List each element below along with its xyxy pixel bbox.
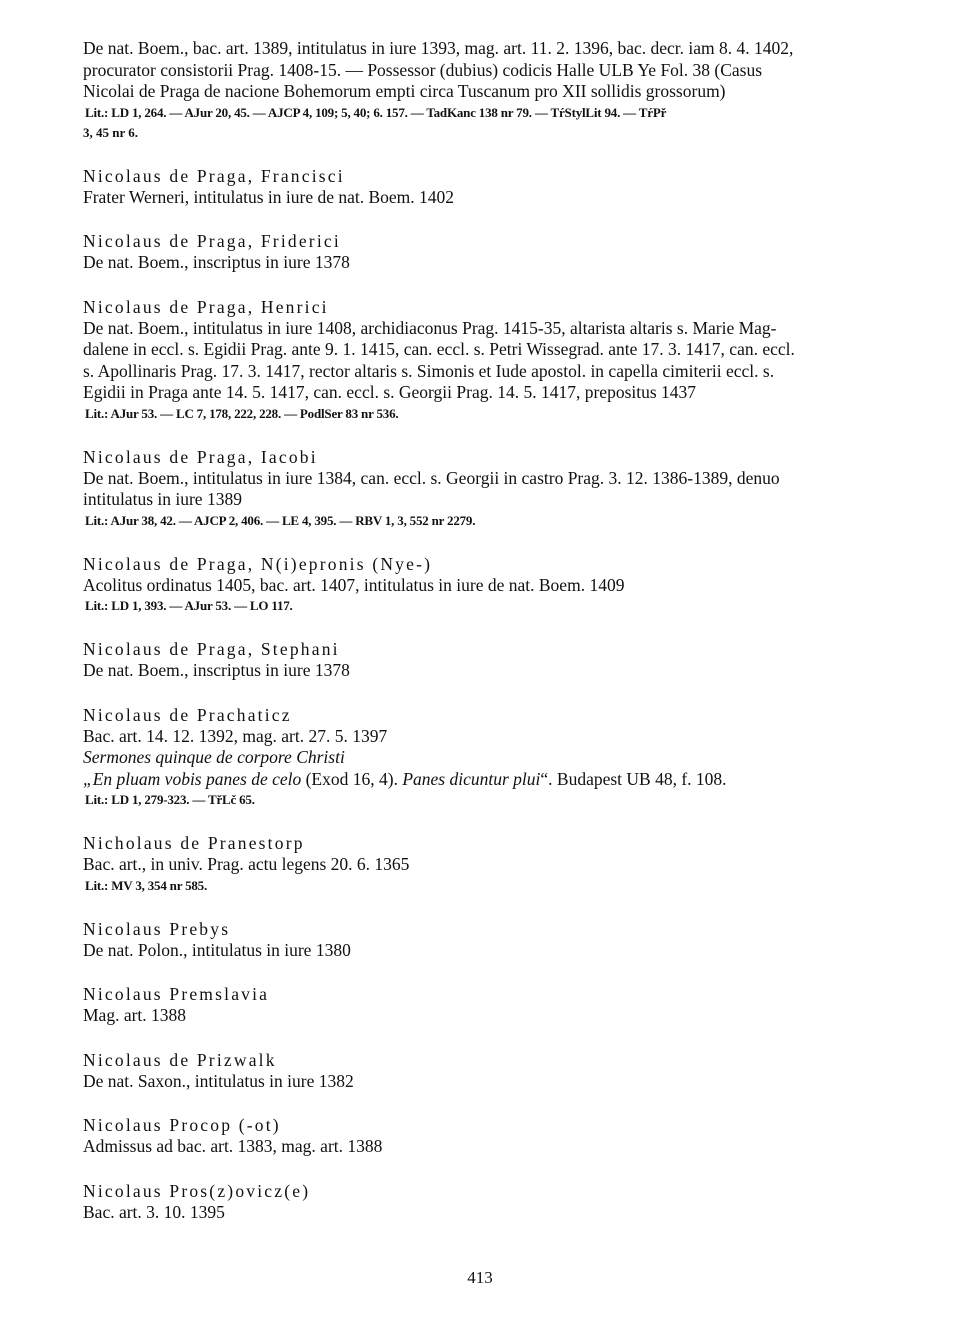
entry-text-line: Bac. art. 14. 12. 1392, mag. art. 27. 5. 1397 <box>83 725 388 746</box>
literature-line: Lit.: LD 1, 393. — AJur 53. — LO 117. <box>85 598 293 613</box>
entry-text-line: Bac. art. 3. 10. 1395 <box>83 1201 225 1222</box>
entry <box>83 983 903 1027</box>
entry-continuation <box>83 38 903 143</box>
dictionary-page <box>83 38 903 1223</box>
work-title: Sermones quinque de corpore Christi <box>83 747 345 767</box>
entry-text-line: Acolitus ordinatus 1405, bac. art. 1407, intitulatus in iure de nat. Boem. 1409 <box>83 574 625 595</box>
entry-heading: Nicolaus Procop (-ot) <box>83 1115 281 1135</box>
entry-text-line: Admissus ad bac. art. 1383, mag. art. 1388 <box>83 1136 383 1156</box>
entry-heading: Nicolaus de Prizwalk <box>83 1049 277 1070</box>
entry-heading: Nicolaus Pros(z)ovicz(e) <box>83 1180 311 1201</box>
literature-line: Lit.: AJur 38, 42. — AJCP 2, 406. — LE 4, 395. — RBV 1, 3, 552 nr 2279. <box>85 512 476 528</box>
entry-heading: Nicolaus Prebys <box>83 918 231 939</box>
entry <box>83 918 903 962</box>
entry-heading: Nicolaus de Praga, Henrici <box>83 296 329 317</box>
entry-text-line: De nat. Boem., intitulatus in iure 1384, can. eccl. s. Georgii in castro Prag. 3. 12. 1386-1389, denuo <box>83 467 780 488</box>
entry <box>83 1114 903 1158</box>
entry-text-line: De nat. Saxon., intitulatus in iure 1382 <box>83 1070 354 1091</box>
literature-line: Lit.: LD 1, 279-323. — TřLč 65. <box>85 792 255 807</box>
entry <box>83 165 903 209</box>
entry <box>83 704 903 811</box>
entry-text-line: De nat. Boem., bac. art. 1389, intitulatus in iure 1393, mag. art. 11. 2. 1396, bac. decr. iam 8. 4. 1402, <box>83 38 794 58</box>
entry <box>83 296 903 424</box>
entry <box>83 1180 903 1224</box>
entry-text-line: De nat. Polon., intitulatus in iure 1380 <box>83 939 351 960</box>
entry-heading: Nicolaus de Prachaticz <box>83 704 292 725</box>
entry-heading: Nicolaus de Praga, N(i)epronis (Nye-) <box>83 553 433 574</box>
work-incipit: „En pluam vobis panes de celo <box>83 768 302 789</box>
entry-heading: Nicholaus de Pranestorp <box>83 833 305 853</box>
entry-heading: Nicolaus de Praga, Friderici <box>83 231 341 251</box>
work-incipit-line <box>83 769 903 791</box>
entry-text-line: Mag. art. 1388 <box>83 1005 187 1025</box>
entry <box>83 230 903 274</box>
entry-text-line: procurator consistorii Prag. 1408-15. — Possessor (dubius) codicis Halle ULB Ye Fol. 38 (Casus <box>83 59 763 80</box>
entry-text-line: De nat. Boem., inscriptus in iure 1378 <box>83 660 350 680</box>
entry-text-line: Bac. art., in univ. Prag. actu legens 20. 6. 1365 <box>83 854 410 874</box>
entry-text-line: Egidii in Praga ante 14. 5. 1417, can. eccl. s. Georgii Prag. 14. 5. 1417, prepositus 1437 <box>83 382 697 402</box>
work-reference: (Exod 16, 4). <box>301 768 403 789</box>
entry-text-line: intitulatus in iure 1389 <box>83 489 242 509</box>
entry <box>83 1049 903 1093</box>
literature-line: Lit.: LD 1, 264. — AJur 20, 45. — AJCP 4, 109; 5, 40; 6. 157. — TadKanc 138 nr 79. — TŕStylLit 94. — TŕPř <box>85 104 667 120</box>
page-number: 413 <box>467 1268 493 1287</box>
entry-text-line: De nat. Boem., inscriptus in iure 1378 <box>83 252 350 272</box>
literature-line: Lit.: AJur 53. — LC 7, 178, 222, 228. — PodlSer 83 nr 536. <box>85 405 399 421</box>
work-incipit-continuation: Panes dicuntur plui <box>402 768 541 789</box>
entry-heading: Nicolaus Premslavia <box>83 984 270 1004</box>
entry <box>83 553 903 617</box>
entry <box>83 446 903 531</box>
work-manuscript: “. Budapest UB 48, f. 108. <box>540 768 727 789</box>
literature-line: Lit.: MV 3, 354 nr 585. <box>85 877 208 893</box>
entry-heading: Nicolaus de Praga, Iacobi <box>83 446 318 467</box>
entry-text-line: s. Apollinaris Prag. 17. 3. 1417, rector altaris s. Simonis et Iude apostol. in capella cimiterii eccl. s. <box>83 360 775 381</box>
entry-text-line: dalene in eccl. s. Egidii Prag. ante 9. 1. 1415, can. eccl. s. Petri Wissegrad. ante 17. 3. 1417, can. eccl. <box>83 339 795 359</box>
entry <box>83 832 903 896</box>
entry-text-line: Frater Werneri, intitulatus in iure de nat. Boem. 1402 <box>83 186 455 207</box>
literature-line: 3, 45 nr 6. <box>83 124 139 140</box>
entry-text-line: De nat. Boem., intitulatus in iure 1408, archidiaconus Prag. 1415-35, altarista altaris s. Marie Mag- <box>83 317 777 338</box>
entry <box>83 638 903 682</box>
entry-heading: Nicolaus de Praga, Francisci <box>83 165 345 186</box>
entry-heading: Nicolaus de Praga, Stephani <box>83 639 340 659</box>
entry-text-line: Nicolai de Praga de nacione Bohemorum empti circa Tuscanum pro XII sollidis grossorum) <box>83 81 726 101</box>
